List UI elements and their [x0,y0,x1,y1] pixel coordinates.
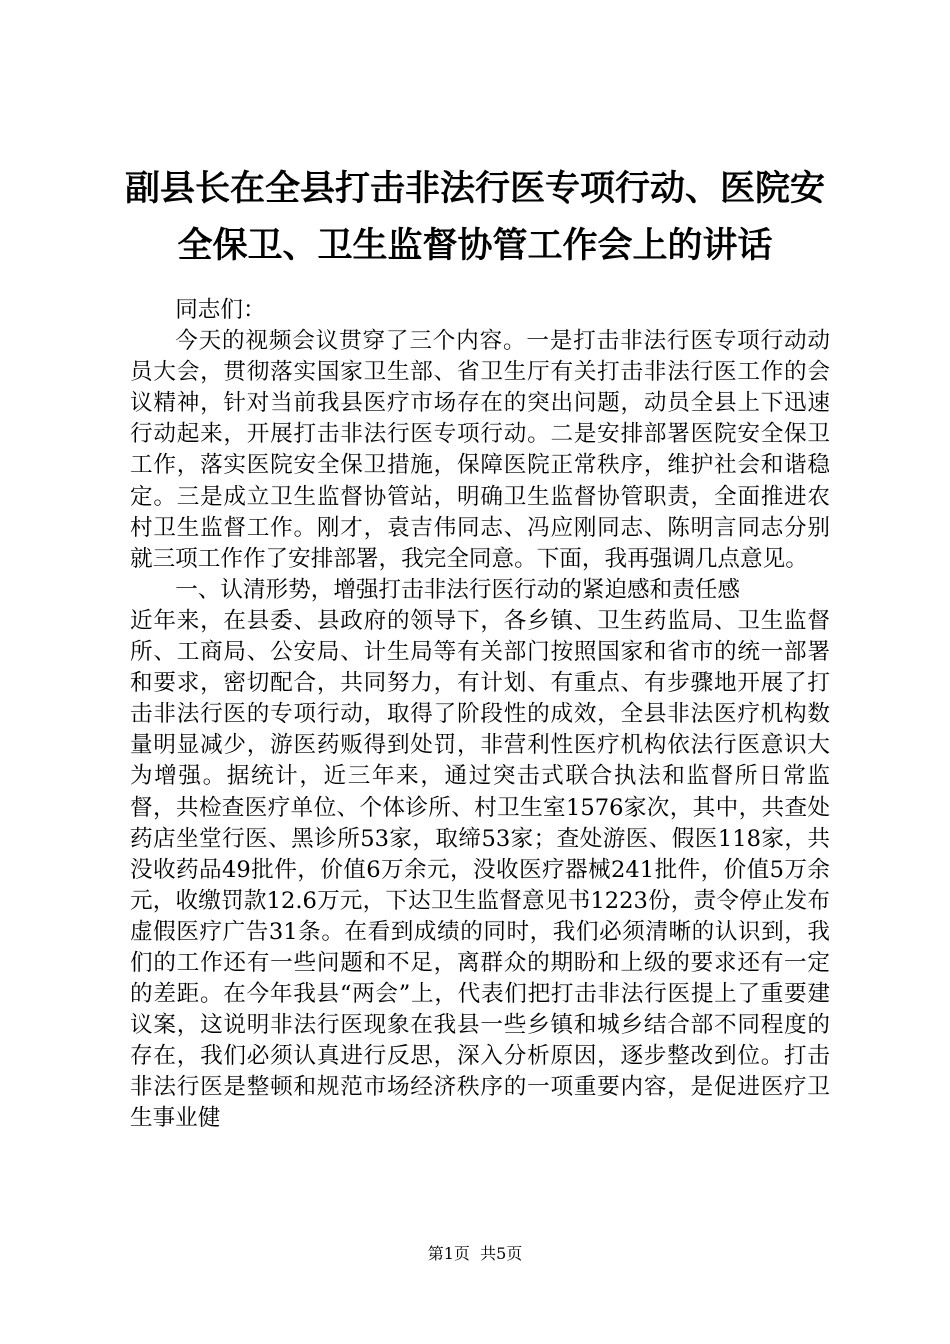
paragraph-section-1: 近年来，在县委、县政府的领导下，各乡镇、卫生药监局、卫生监督所、工商局、公安局、计生局等有关部门按照国家和省市的统一部署和要求，密切配合，共同努力，有计划、有重点、有步骤地开展了打击非法行医的专项行动，取得了阶段性的成效，全县非法医疗机构数量明显减少，游医药贩得到处罚，非营利性医疗机构依法行医意识大为增强。据统计，近三年来，通过突击式联合执法和监督所日常监督，共检查医疗单位、个体诊所、村卫生室1576家次，其中，共查处药店坐堂行医、黑诊所53家，取缔53家；查处游医、假医118家，共没收药品49批件，价值6万余元，没收医疗器械241批件，价值5万余元，收缴罚款12.6万元，下达卫生监督意见书1223份，责令停止发布虚假医疗广告31条。在看到成绩的同时，我们必须清晰的认识到，我们的工作还有一些问题和不足，离群众的期盼和上级的要求还有一定的差距。在今年我县“两会”上，代表们把打击非法行医提上了重要建议案，这说明非法行医现象在我县一些乡镇和城乡结合部不同程度的存在，我们必须认真进行反思，深入分析原因，逐步整改到位。打击非法行医是整顿和规范市场经济秩序的一项重要内容，是促进医疗卫生事业健 [130,607,830,1132]
page-footer: 第1页 共5页 [427,1244,523,1263]
document-title: 副县长在全县打击非法行医专项行动、医院安全保卫、卫生监督协管工作会上的讲话 [124,168,825,266]
section-heading-1: 一、认清形势，增强打击非法行医行动的紧迫感和责任感 [175,576,741,603]
salutation: 同志们： [175,297,266,323]
document-body [130,295,830,1135]
paragraph-intro: 今天的视频会议贯穿了三个内容。一是打击非法行医专项行动动员大会，贯彻落实国家卫生部、省卫生厅有关打击非法行医工作的会议精神，针对当前我县医疗市场存在的突出问题，动员全县上下迅速行动起来，开展打击非法行医专项行动。二是安排部署医院安全保卫工作，落实医院安全保卫措施，保障医院正常秩序，维护社会和谐稳定。三是成立卫生监督协管站，明确卫生监督协管职责，全面推进农村卫生监督工作。刚才，袁吉伟同志、冯应刚同志、陈明言同志分别就三项工作作了安排部署，我完全同意。下面，我再强调几点意见。 [130,328,830,572]
